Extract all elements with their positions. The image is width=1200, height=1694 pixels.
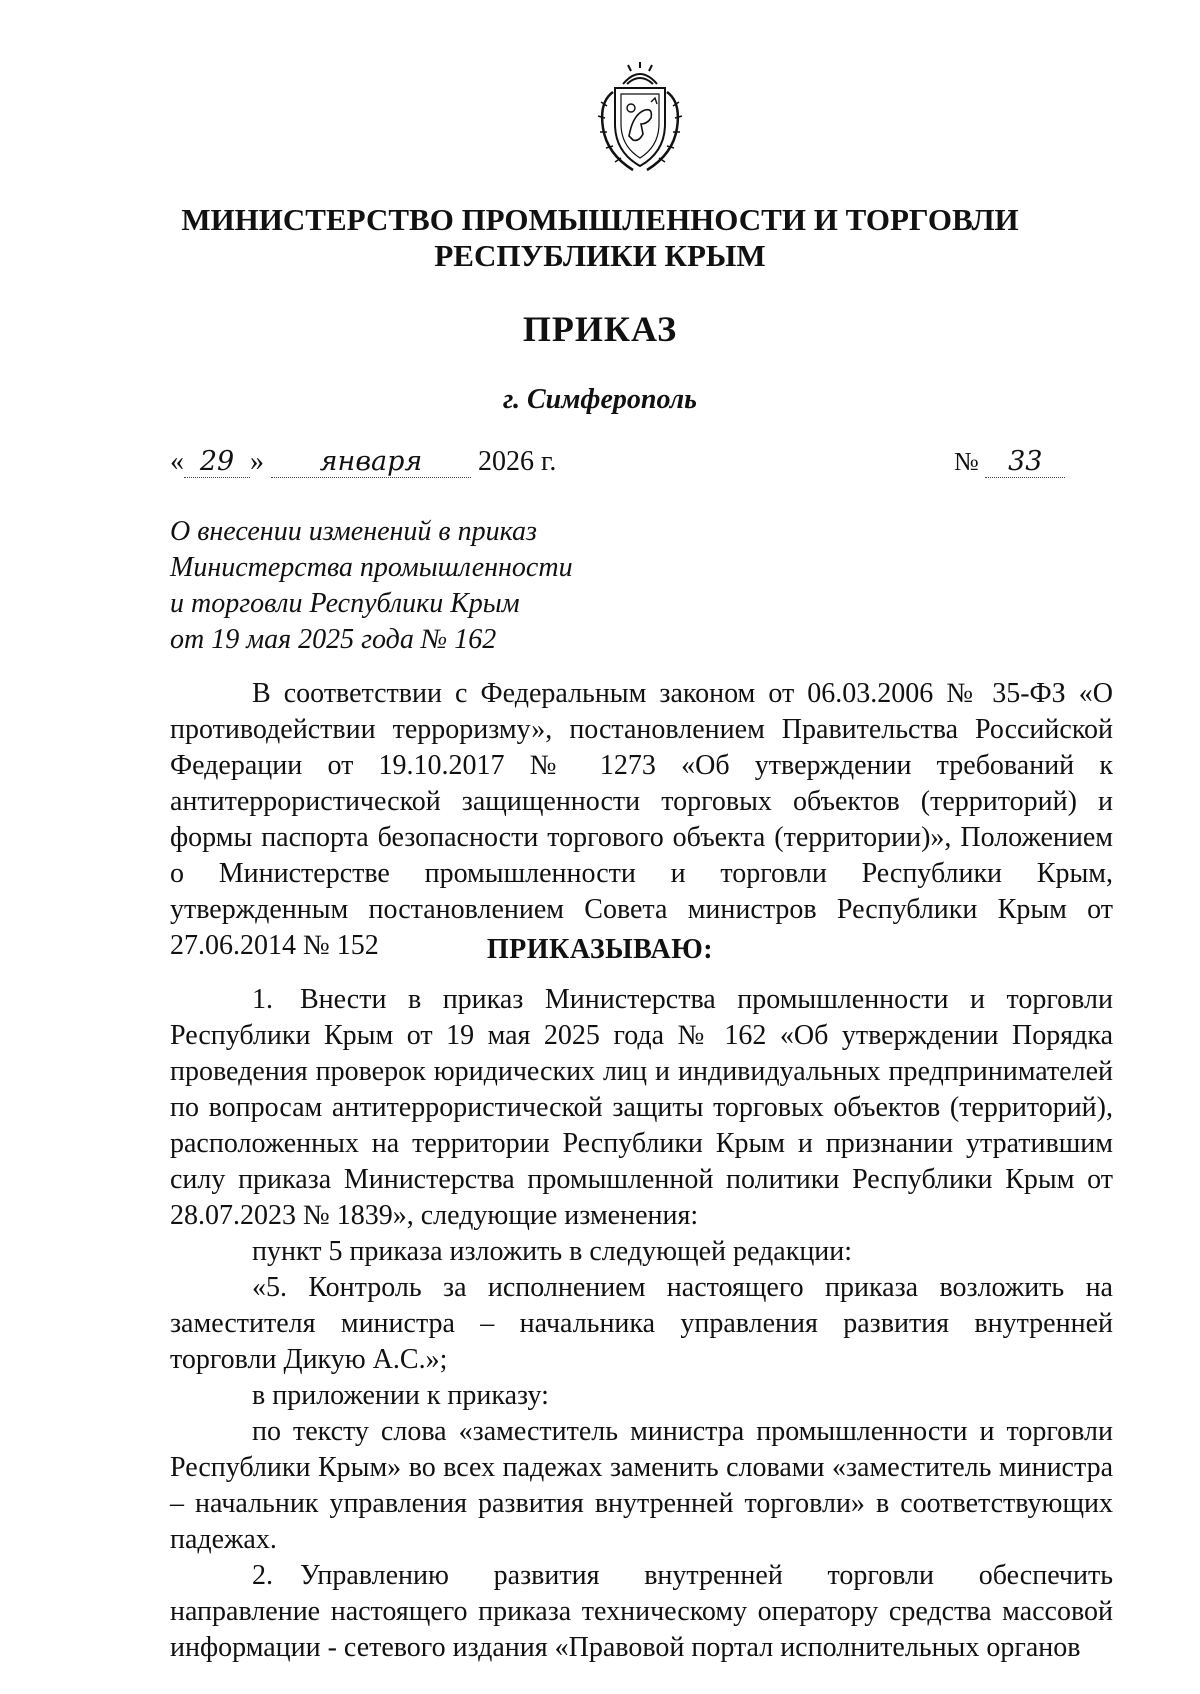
date-close-quote: » bbox=[250, 446, 264, 477]
handwritten-number: 33 bbox=[985, 446, 1065, 478]
preamble-paragraph: В соответствии с Федеральным законом от 06.03.2006 № 35-ФЗ «О противодействии терроризму», постановлением Правительства Российской Федерации от 19.10.2017 № 1273 «Об утверждении требований к антитеррористической защищенности торговых объектов (территорий) и формы паспорта безопасности торгового объекта (территории)», Положением о Министерстве промышленности и торговли Республики Крым, утвержденным постановлением Совета министров Республики Крым от 27.06.2014 № 152 bbox=[170, 678, 1113, 961]
order-items bbox=[170, 982, 1113, 1666]
handwritten-month: января bbox=[271, 446, 471, 478]
subject-line: и торговли Республики Крым bbox=[170, 588, 520, 619]
item-1-paragraph bbox=[170, 982, 1113, 1234]
item-1-number: 1. bbox=[252, 984, 273, 1015]
order-date bbox=[170, 446, 556, 478]
item-2-paragraph bbox=[170, 1558, 1113, 1666]
city-name: г. Симферополь bbox=[503, 384, 697, 415]
document-type-title: ПРИКАЗ bbox=[522, 309, 678, 349]
item-1-sub-paragraph: пункт 5 приказа изложить в следующей редакции: bbox=[252, 1236, 853, 1267]
item-1-sub-paragraph: «5. Контроль за исполнением настоящего приказа возложить на заместителя министра – начальника управления развития внутренней торговли Дикую А.С.»; bbox=[170, 1272, 1113, 1375]
item-2-number: 2. bbox=[252, 1560, 273, 1591]
crimea-coat-of-arms-emblem bbox=[593, 62, 687, 176]
item-1-sub-paragraph: в приложении к приказу: bbox=[252, 1380, 549, 1411]
subject-line: Министерства промышленности bbox=[170, 552, 573, 583]
number-label: № bbox=[954, 447, 979, 476]
item-1-text: Внести в приказ Министерства промышленности и торговли Республики Крым от 19 мая 2025 года № 162 «Об утверждении Порядка проведения проверок юридических лиц и индивидуальных предпринимателей по вопросам антитеррористической защиты торговых объектов (территорий), расположенных на территории Республики Крым и признании утратившим силу приказа Министерства промышленной политики Республики Крым от 28.07.2023 № 1839», следующие изменения: bbox=[170, 984, 1113, 1231]
ministry-name-line-1: МИНИСТЕРСТВО ПРОМЫШЛЕННОСТИ И ТОРГОВЛИ bbox=[181, 202, 1019, 237]
order-subject bbox=[170, 514, 573, 658]
date-open-quote: « bbox=[170, 446, 184, 477]
item-1-sub-paragraph: по тексту слова «заместитель министра промышленности и торговли Республики Крым» во всех падежах заменить словами «заместитель министра – начальник управления развития внутренней торговли» в соответствующих падежах. bbox=[170, 1416, 1113, 1555]
item-2-text: Управлению развития внутренней торговли обеспечить направление настоящего приказа техническому оператору средства массовой информации - сетевого издания «Правовой портал исполнительных органов bbox=[170, 1560, 1113, 1663]
order-directive-heading: ПРИКАЗЫВАЮ: bbox=[486, 934, 714, 965]
preamble-block bbox=[170, 676, 1113, 964]
order-number bbox=[954, 446, 1065, 478]
handwritten-day: 29 bbox=[184, 446, 250, 478]
date-year: 2026 г. bbox=[478, 446, 557, 477]
subject-line: от 19 мая 2025 года № 162 bbox=[170, 624, 497, 655]
ministry-name-line-2: РЕСПУБЛИКИ КРЫМ bbox=[434, 238, 766, 273]
subject-line: О внесении изменений в приказ bbox=[170, 516, 537, 547]
